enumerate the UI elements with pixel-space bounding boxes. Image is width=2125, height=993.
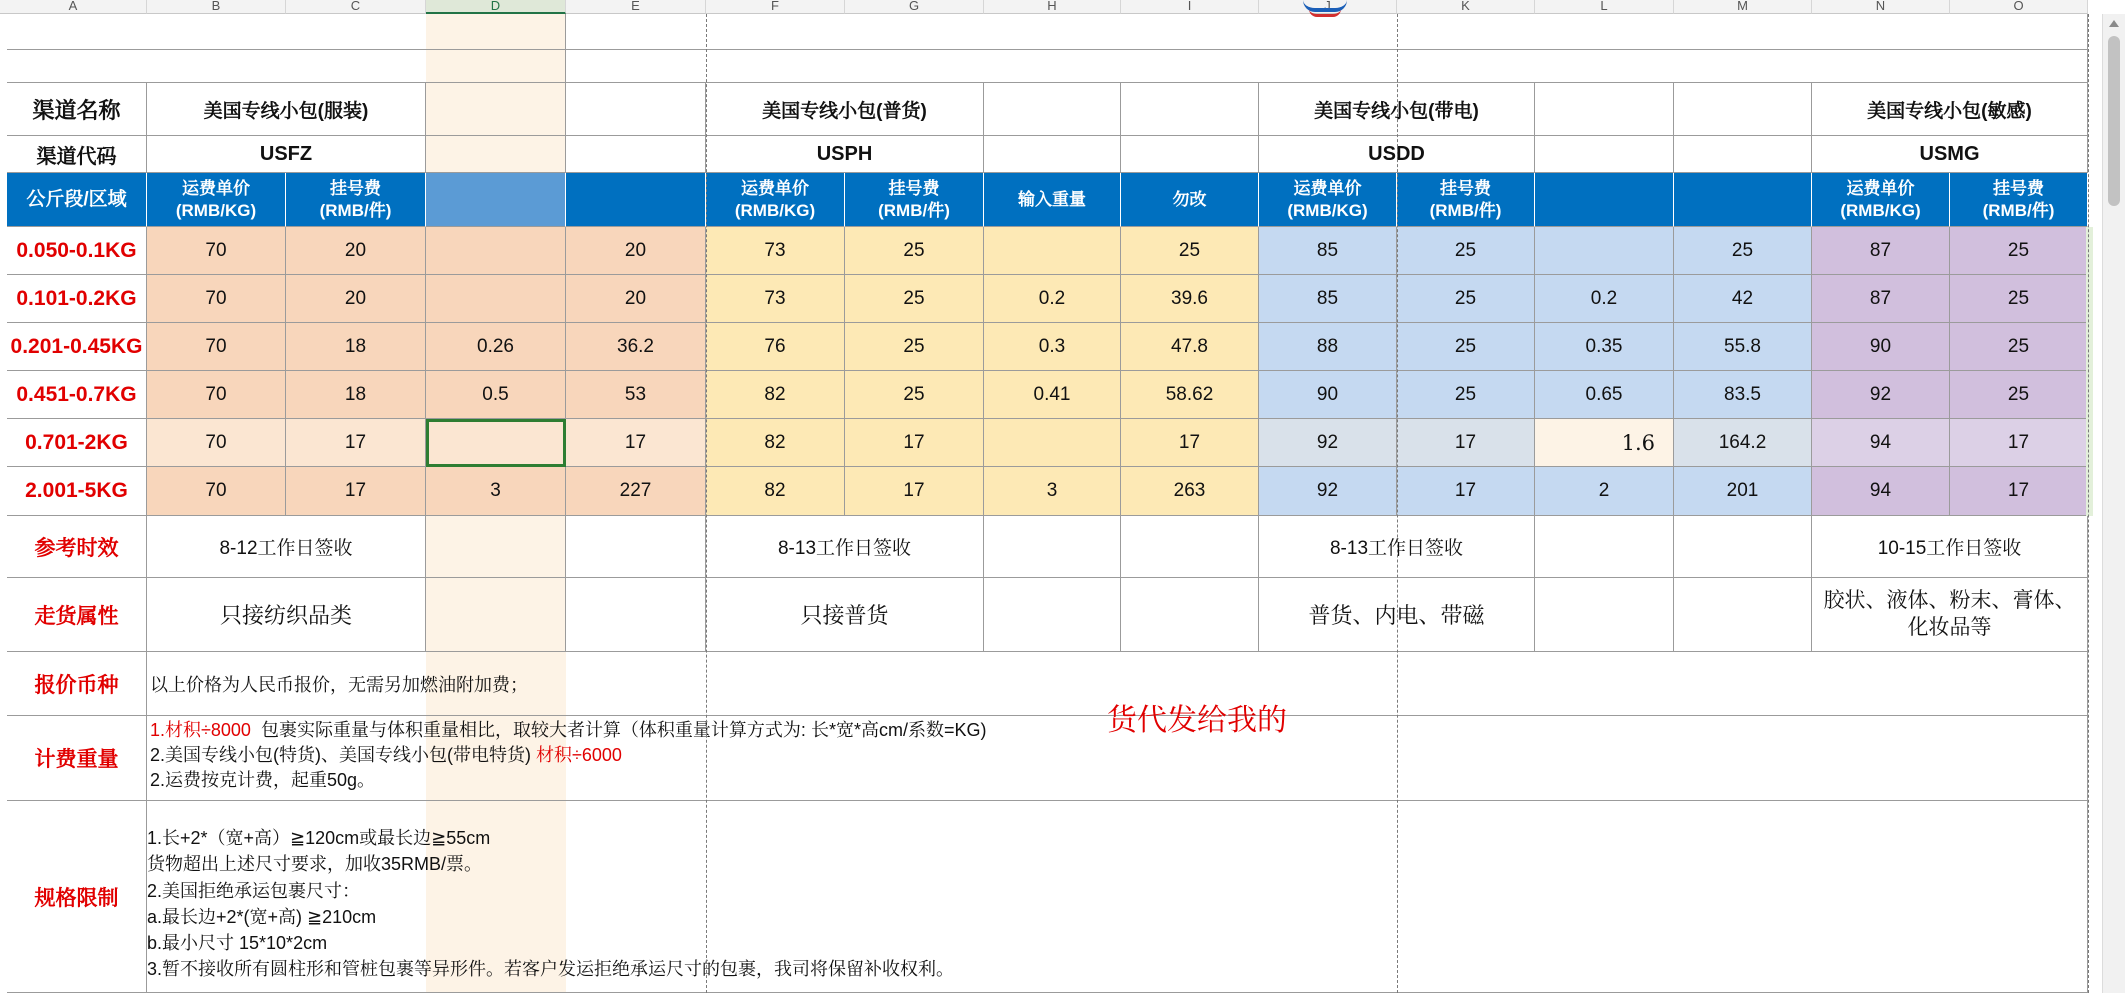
- scrollbar-thumb[interactable]: [2108, 36, 2120, 206]
- cell-o-0[interactable]: 25: [1950, 227, 2088, 275]
- timeliness-usdd[interactable]: 8-13工作日签收: [1259, 516, 1535, 578]
- cell-m-5[interactable]: 201: [1674, 467, 1812, 516]
- cell-n-4[interactable]: 94: [1812, 419, 1950, 467]
- cell-i-channel[interactable]: [1121, 83, 1259, 136]
- selected-cell-d[interactable]: [426, 419, 566, 467]
- cell-c-1[interactable]: 20: [286, 275, 426, 323]
- header-reg-fee-usfz[interactable]: 挂号费 (RMB/件): [286, 173, 426, 227]
- cell-c-3[interactable]: 18: [286, 371, 426, 419]
- currency-label[interactable]: 报价币种: [7, 652, 147, 716]
- cell-e-code[interactable]: [566, 136, 706, 173]
- cell-m-goods[interactable]: [1674, 578, 1812, 652]
- cell-d-0[interactable]: [426, 227, 566, 275]
- cell-l-channel[interactable]: [1535, 83, 1674, 136]
- channel-name-label[interactable]: 渠道名称: [7, 83, 147, 136]
- cell-j-0[interactable]: 85: [1259, 227, 1397, 275]
- cell-e-2[interactable]: 36.2: [566, 323, 706, 371]
- column-header-f[interactable]: F: [706, 0, 845, 14]
- channel-name-usmg[interactable]: 美国专线小包(敏感): [1812, 83, 2088, 136]
- cell-g-1[interactable]: 25: [845, 275, 984, 323]
- cell-d2[interactable]: [426, 50, 566, 83]
- size-limit-line-1: 货物超出上述尺寸要求，加收35RMB/票。: [147, 854, 483, 875]
- cell-l-goods[interactable]: [1535, 578, 1674, 652]
- header-weight-band[interactable]: 公斤段/区域: [7, 173, 147, 227]
- channel-code-usmg[interactable]: USMG: [1812, 136, 2088, 173]
- column-header-i[interactable]: I: [1121, 0, 1259, 14]
- cell-k-1[interactable]: 25: [1397, 275, 1535, 323]
- column-header-k[interactable]: K: [1397, 0, 1535, 14]
- cell-d1[interactable]: [426, 14, 566, 50]
- cell-i-0[interactable]: 25: [1121, 227, 1259, 275]
- channel-code-usfz[interactable]: USFZ: [147, 136, 426, 173]
- cell-d-channel[interactable]: [426, 83, 566, 136]
- cell-h-4[interactable]: [984, 419, 1121, 467]
- cell-h-5[interactable]: 3: [984, 467, 1121, 516]
- channel-name-usfz[interactable]: 美国专线小包(服装): [147, 83, 426, 136]
- channel-code-usph[interactable]: USPH: [706, 136, 984, 173]
- cell-g-4[interactable]: 17: [845, 419, 984, 467]
- cell-d-code[interactable]: [426, 136, 566, 173]
- cell-b-1[interactable]: 70: [147, 275, 286, 323]
- cell-g-0[interactable]: 25: [845, 227, 984, 275]
- column-header-d[interactable]: D: [426, 0, 566, 14]
- cell-n-0[interactable]: 87: [1812, 227, 1950, 275]
- column-header-j[interactable]: J: [1259, 0, 1397, 14]
- column-header-c[interactable]: C: [286, 0, 426, 14]
- goods-usmg[interactable]: 胶状、液体、粉末、膏体、化妆品等: [1812, 578, 2088, 652]
- page-break-line-1: [1397, 14, 1398, 993]
- cell-j-5[interactable]: 92: [1259, 467, 1397, 516]
- column-header-o[interactable]: O: [1950, 0, 2088, 14]
- channel-code-usdd[interactable]: USDD: [1259, 136, 1535, 173]
- cell-l-code[interactable]: [1535, 136, 1674, 173]
- channel-name-usph[interactable]: 美国专线小包(普货): [706, 83, 984, 136]
- header-unit-price-usdd[interactable]: 运费单价 (RMB/KG): [1259, 173, 1397, 227]
- cell-g-5[interactable]: 17: [845, 467, 984, 516]
- cell-g-3[interactable]: 25: [845, 371, 984, 419]
- cell-m-1[interactable]: 42: [1674, 275, 1812, 323]
- column-header-l[interactable]: L: [1535, 0, 1674, 14]
- cell-i-5[interactable]: 263: [1121, 467, 1259, 516]
- channel-code-label[interactable]: 渠道代码: [7, 136, 147, 173]
- cell-i-3[interactable]: 58.62: [1121, 371, 1259, 419]
- cell-h-time[interactable]: [984, 516, 1121, 578]
- weight-rule-2-ratio: 材积÷6000: [536, 745, 622, 765]
- cell-l-5[interactable]: 2: [1535, 467, 1674, 516]
- header-modify[interactable]: 勿改: [1121, 173, 1259, 227]
- band-label-5[interactable]: 2.001-5KG: [7, 467, 147, 516]
- weight-rule-2-text: 2.美国专线小包(特货)、美国专线小包(带电特货): [150, 745, 536, 765]
- header-reg-fee-usph[interactable]: 挂号费 (RMB/件): [845, 173, 984, 227]
- overlay-note: 货代发给我的: [1107, 704, 1287, 737]
- cell-l-1[interactable]: 0.2: [1535, 275, 1674, 323]
- column-header-g[interactable]: G: [845, 0, 984, 14]
- cell-o-3[interactable]: 25: [1950, 371, 2088, 419]
- cell-f-1[interactable]: 73: [706, 275, 845, 323]
- vertical-scrollbar[interactable]: [2102, 14, 2125, 993]
- cell-o-2[interactable]: 25: [1950, 323, 2088, 371]
- cell-h-0[interactable]: [984, 227, 1121, 275]
- timeliness-usmg[interactable]: 10-15工作日签收: [1812, 516, 2088, 578]
- cell-j-3[interactable]: 90: [1259, 371, 1397, 419]
- cell-f-5[interactable]: 82: [706, 467, 845, 516]
- cell-m-2[interactable]: 55.8: [1674, 323, 1812, 371]
- page-break-line-2: [2088, 14, 2089, 993]
- cell-f-3[interactable]: 82: [706, 371, 845, 419]
- cell-l-0[interactable]: [1535, 227, 1674, 275]
- cell-d-time[interactable]: [426, 516, 566, 578]
- cell-h-code[interactable]: [984, 136, 1121, 173]
- column-header-b[interactable]: B: [147, 0, 286, 14]
- header-input-weight[interactable]: 输入重量: [984, 173, 1121, 227]
- header-unit-price-usph[interactable]: 运费单价 (RMB/KG): [706, 173, 845, 227]
- empty-row-1[interactable]: [7, 14, 2088, 50]
- cell-c-5[interactable]: 17: [286, 467, 426, 516]
- cell-i-2[interactable]: 47.8: [1121, 323, 1259, 371]
- goods-label[interactable]: 走货属性: [7, 578, 147, 652]
- billing-weight-label[interactable]: 计费重量: [7, 716, 147, 801]
- cell-d-3[interactable]: 0.5: [426, 371, 566, 419]
- cell-k-3[interactable]: 25: [1397, 371, 1535, 419]
- cell-e-5[interactable]: 227: [566, 467, 706, 516]
- scroll-up-arrow-icon[interactable]: [2109, 20, 2119, 27]
- cell-i-goods[interactable]: [1121, 578, 1259, 652]
- cell-f-2[interactable]: 76: [706, 323, 845, 371]
- cell-d-1[interactable]: [426, 275, 566, 323]
- empty-row-2[interactable]: [7, 50, 2088, 83]
- size-limit-text[interactable]: [147, 801, 2088, 993]
- cell-l-4[interactable]: 1.6: [1535, 419, 1674, 467]
- size-limit-line-3: a.最长边+2*(宽+高) ≧210cm: [147, 906, 377, 927]
- cell-h-goods[interactable]: [984, 578, 1121, 652]
- header-reg-fee-usmg[interactable]: 挂号费 (RMB/件): [1950, 173, 2088, 227]
- cell-o-4[interactable]: 17: [1950, 419, 2088, 467]
- header-l-blank[interactable]: [1535, 173, 1674, 227]
- cell-e-4[interactable]: 17: [566, 419, 706, 467]
- cell-b-4[interactable]: 70: [147, 419, 286, 467]
- cell-c-0[interactable]: 20: [286, 227, 426, 275]
- cell-j-4[interactable]: 92: [1259, 419, 1397, 467]
- cell-j-2[interactable]: 88: [1259, 323, 1397, 371]
- header-reg-fee-usdd[interactable]: 挂号费 (RMB/件): [1397, 173, 1535, 227]
- cell-h-2[interactable]: 0.3: [984, 323, 1121, 371]
- cell-m-0[interactable]: 25: [1674, 227, 1812, 275]
- goods-usdd[interactable]: 普货、内电、带磁: [1259, 578, 1535, 652]
- band-label-1[interactable]: 0.101-0.2KG: [7, 275, 147, 323]
- cell-e-0[interactable]: 20: [566, 227, 706, 275]
- cell-f-0[interactable]: 73: [706, 227, 845, 275]
- cell-e-goods[interactable]: [566, 578, 706, 652]
- cell-i-1[interactable]: 39.6: [1121, 275, 1259, 323]
- cell-c-4[interactable]: 17: [286, 419, 426, 467]
- cell-n-1[interactable]: 87: [1812, 275, 1950, 323]
- cell-b-2[interactable]: 70: [147, 323, 286, 371]
- weight-rule-1-text: 包裹实际重量与体积重量相比，取较大者计算（体积重量计算方式为: 长*宽*高cm/系数=KG): [250, 720, 987, 740]
- cell-h-channel[interactable]: [984, 83, 1121, 136]
- cell-j-1[interactable]: 85: [1259, 275, 1397, 323]
- weight-rule-3: 2.运费按克计费，起重50g。: [150, 770, 376, 790]
- cell-d-2[interactable]: 0.26: [426, 323, 566, 371]
- cell-b-0[interactable]: 70: [147, 227, 286, 275]
- cell-i-time[interactable]: [1121, 516, 1259, 578]
- column-header-e[interactable]: E: [566, 0, 706, 14]
- page-break-line-0: [706, 14, 707, 993]
- cell-e-time[interactable]: [566, 516, 706, 578]
- column-header-h[interactable]: H: [984, 0, 1121, 14]
- cell-d-goods[interactable]: [426, 578, 566, 652]
- goods-usfz[interactable]: 只接纺织品类: [147, 578, 426, 652]
- cell-m-code[interactable]: [1674, 136, 1812, 173]
- weight-rule-2: [150, 743, 2087, 768]
- cell-k-2[interactable]: 25: [1397, 323, 1535, 371]
- currency-text[interactable]: 以上价格为人民币报价，无需另加燃油附加费；: [147, 652, 2088, 716]
- goods-usph[interactable]: 只接普货: [706, 578, 984, 652]
- size-limit-line-5: 3.暂不接收所有圆柱形和管桩包裹等异形件。若客户发运拒绝承运尺寸的包裹，我司将保留补收权利。: [147, 959, 955, 980]
- cell-d-5[interactable]: 3: [426, 467, 566, 516]
- band-label-2[interactable]: 0.201-0.45KG: [7, 323, 147, 371]
- header-unit-price-usfz[interactable]: 运费单价 (RMB/KG): [147, 173, 286, 227]
- cell-e-1[interactable]: 20: [566, 275, 706, 323]
- size-limit-line-0: 1.长+2*（宽+高）≧120cm或最长边≧55cm: [147, 828, 491, 848]
- size-limit-line-4: b.最小尺寸 15*10*2cm: [147, 933, 328, 954]
- cell-k-0[interactable]: 25: [1397, 227, 1535, 275]
- header-e-blank[interactable]: [566, 173, 706, 227]
- column-header-m[interactable]: M: [1674, 0, 1812, 14]
- cell-g-2[interactable]: 25: [845, 323, 984, 371]
- cell-m-time[interactable]: [1674, 516, 1812, 578]
- cell-o-5[interactable]: 17: [1950, 467, 2088, 516]
- cell-c-2[interactable]: 18: [286, 323, 426, 371]
- band-label-0[interactable]: 0.050-0.1KG: [7, 227, 147, 275]
- cell-i-code[interactable]: [1121, 136, 1259, 173]
- cell-l-time[interactable]: [1535, 516, 1674, 578]
- cell-e-channel[interactable]: [566, 83, 706, 136]
- cell-n-2[interactable]: 90: [1812, 323, 1950, 371]
- company-logo-icon: [1303, 0, 1347, 12]
- cell-l-3[interactable]: 0.65: [1535, 371, 1674, 419]
- cell-k-5[interactable]: 17: [1397, 467, 1535, 516]
- column-header-a[interactable]: A: [0, 0, 147, 14]
- cell-m-3[interactable]: 83.5: [1674, 371, 1812, 419]
- band-label-4[interactable]: 0.701-2KG: [7, 419, 147, 467]
- cell-e-3[interactable]: 53: [566, 371, 706, 419]
- cell-o-1[interactable]: 25: [1950, 275, 2088, 323]
- cell-b-5[interactable]: 70: [147, 467, 286, 516]
- cell-m-4[interactable]: 164.2: [1674, 419, 1812, 467]
- cell-n-5[interactable]: 94: [1812, 467, 1950, 516]
- size-limit-line-2: 2.美国拒绝承运包裹尺寸：: [147, 880, 361, 901]
- band-label-3[interactable]: 0.451-0.7KG: [7, 371, 147, 419]
- cell-m-channel[interactable]: [1674, 83, 1812, 136]
- cell-h-3[interactable]: 0.41: [984, 371, 1121, 419]
- weight-rule-1-ratio: 1.材积÷8000: [150, 720, 251, 740]
- size-limit-label[interactable]: 规格限制: [7, 801, 147, 993]
- timeliness-label[interactable]: 参考时效: [7, 516, 147, 578]
- header-unit-price-usmg[interactable]: 运费单价 (RMB/KG): [1812, 173, 1950, 227]
- cell-k-4[interactable]: 17: [1397, 419, 1535, 467]
- column-header-n[interactable]: N: [1812, 0, 1950, 14]
- channel-name-usdd[interactable]: 美国专线小包(带电): [1259, 83, 1535, 136]
- timeliness-usph[interactable]: 8-13工作日签收: [706, 516, 984, 578]
- timeliness-usfz[interactable]: 8-12工作日签收: [147, 516, 426, 578]
- cell-i-4[interactable]: 17: [1121, 419, 1259, 467]
- header-d-blank[interactable]: [426, 173, 566, 227]
- cell-h-1[interactable]: 0.2: [984, 275, 1121, 323]
- header-m-blank[interactable]: [1674, 173, 1812, 227]
- cell-f-4[interactable]: 82: [706, 419, 845, 467]
- cell-n-3[interactable]: 92: [1812, 371, 1950, 419]
- cell-l-2[interactable]: 0.35: [1535, 323, 1674, 371]
- cell-b-3[interactable]: 70: [147, 371, 286, 419]
